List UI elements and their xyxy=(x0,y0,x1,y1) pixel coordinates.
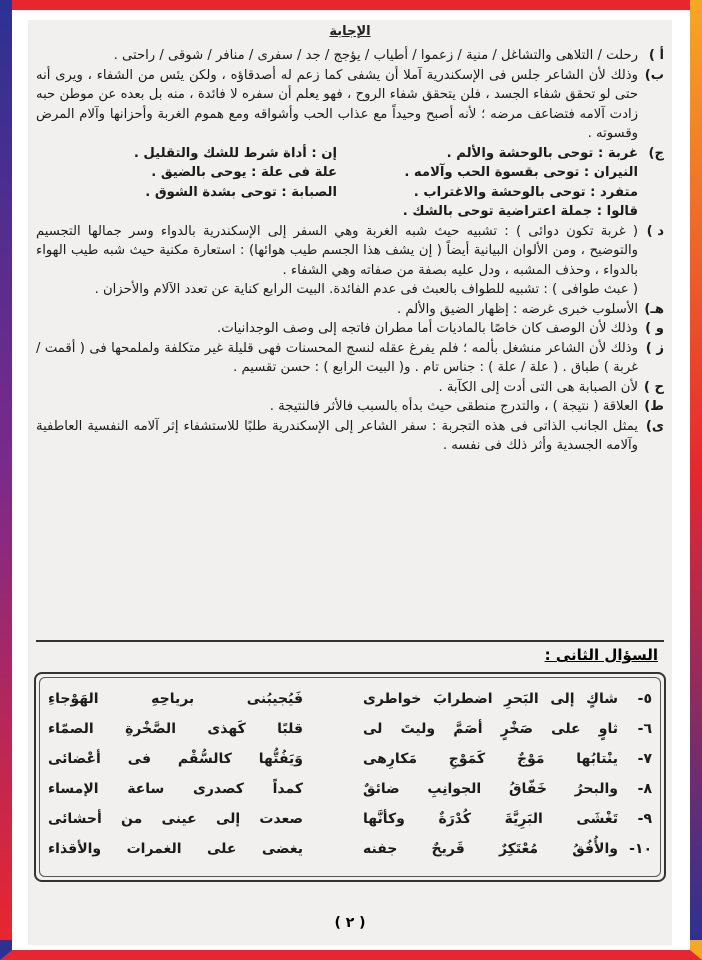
answer-item xyxy=(36,46,664,66)
answer-item xyxy=(36,339,664,378)
verse-second-hemistich: وَيَفُتُّها كالسُّقْم فى أعْضائى xyxy=(48,751,303,767)
j-row-left: الصبابة : توحى بشدة الشوق . xyxy=(145,184,337,200)
page-title: الإجابة xyxy=(329,24,371,39)
j-row-right: متفرد : توحى بالوحشة والاغتراب . xyxy=(413,184,638,200)
j-row-right: النيران : توحى بقسوة الحب وآلامه . xyxy=(404,165,638,180)
j-row-right: قالوا : جملة اعتراضية توحى بالشك . xyxy=(402,204,638,219)
verse-number: ٥- xyxy=(637,691,652,707)
page-number: ( ٢ ) xyxy=(334,915,366,931)
answer-item xyxy=(36,378,664,398)
page xyxy=(28,20,672,945)
poem-inner-frame xyxy=(39,677,661,877)
d-paras xyxy=(36,222,638,300)
j-row xyxy=(36,202,638,222)
answer-mark: ب) xyxy=(644,67,664,83)
j-row-right: غربة : توحى بالوحشة والألم . xyxy=(446,145,638,161)
verse-row xyxy=(48,774,652,804)
j-row xyxy=(36,163,638,183)
verse-number: ١٠- xyxy=(629,841,652,857)
answer-item-j xyxy=(36,144,664,222)
answer-text: العلاقة ( نتيجة ) ، والتدرج منطقى حيث بدأه بالسبب فالأثر فالنتيجة . xyxy=(269,399,638,414)
answer-text: يمثل الجانب الذاتى فى هذه التجربة : سفر الشاعر إلى الإسكندرية طلبًا للاستشفاء إثر آلامه النفسية العاطفية وآلامه الجسدية وأثر ذلك فى نفسه . xyxy=(36,418,638,453)
verse-number: ٩- xyxy=(637,811,652,827)
verse-second-hemistich: كمداً كصدرى ساعة الإمساء xyxy=(48,781,303,797)
answer-item-d xyxy=(36,222,664,300)
verse-row xyxy=(48,744,652,774)
answer-mark: ى) xyxy=(645,418,664,434)
j-row xyxy=(36,144,638,164)
answer-mark: د ) xyxy=(646,223,664,239)
answer-mark: ز ) xyxy=(645,340,664,356)
verse-row xyxy=(48,834,652,864)
poem-box xyxy=(34,672,666,882)
answers-content xyxy=(36,46,664,456)
verse-row xyxy=(48,804,652,834)
answer-item xyxy=(36,319,664,339)
verse-number: ٧- xyxy=(637,751,652,767)
answer-item xyxy=(36,417,664,456)
verse-first-hemistich: شاكٍ إلى البَحرِ اضطرابَ خواطرى xyxy=(363,691,618,707)
verse-first-hemistich: والبحرُ خَفّاقُ الجوانِبِ ضائقٌ xyxy=(363,781,618,797)
verse-number: ٦- xyxy=(637,721,652,737)
j-rows xyxy=(36,144,638,222)
section-2-title: السؤال الثانى : xyxy=(544,646,658,664)
verse-row xyxy=(48,684,652,714)
answer-mark: هـ) xyxy=(644,301,664,317)
verse-first-hemistich: ثاوٍ على صَخْرٍ أصَمَّ وليتَ لى xyxy=(363,721,618,737)
answer-mark: أ ) xyxy=(648,48,664,63)
verse-second-hemistich: فَيُجيبُنى برياحِهِ الهَوْجاءِ xyxy=(48,691,303,707)
answer-item xyxy=(36,300,664,320)
verse-second-hemistich: صعدت إلى عينى من أحشائى xyxy=(48,811,303,827)
section-divider xyxy=(36,640,664,642)
j-row xyxy=(36,183,638,203)
answer-mark: ح ) xyxy=(643,379,664,395)
answer-item xyxy=(36,397,664,417)
answer-item xyxy=(36,66,664,144)
answer-mark: و ) xyxy=(645,321,664,336)
answer-text: وذلك لأن الشاعر منشغل بألمه ؛ فلم يفرغ عقله لنسج المحسنات فهى قليلة غير متكلفة ولملمحها فى ( أقمت / غربة ) طباق . ( علة / علة ) : جناس تام . و( البيت الرابع ) : حسن تقسيم . xyxy=(36,340,638,375)
answer-text: الأسلوب خبرى غرضه : إظهار الضيق والألم . xyxy=(396,301,638,317)
answer-text: لأن الصبابة هى التى أدت إلى الكآبة . xyxy=(438,379,638,395)
verse-first-hemistich: ينْتابُها مَوْجٌ كَمَوْجِ مَكارِهى xyxy=(363,751,618,767)
answer-text: رحلت / التلاهى والتشاغل / منية / زعموا / أطياب / يؤجج / جد / سفرى / منافر / شوقى / راحتى . xyxy=(113,48,638,63)
answer-mark: ج) xyxy=(648,145,664,161)
verse-number: ٨- xyxy=(637,781,652,797)
d-para: ( غربة تكون دوائى ) : تشبيه حيث شبه الغربة وهي السفر إلى الإسكندرية بالدواء وسر جمالها التجسيم والتوضيح ، ومن الألوان البيانية أيضاً ( إن يشف هذا الجسم طيب هوائها) : استعارة مكنية حيث شبه طيب الهواء بالدواء ، وحذف المشبه ، ودل عليه بصفة من صفاته وهي الشفاء . xyxy=(36,223,638,278)
verse-second-hemistich: قلبًا كَهذى الصَّخْرةِ الصمّاء xyxy=(48,721,303,737)
j-row-left: إن : أداة شرط للشك والتقليل . xyxy=(133,145,337,161)
answer-mark: ط) xyxy=(644,399,664,414)
d-para: ( عبث طوافى ) : تشبيه للطواف بالعبث فى عدم الفائدة. البيت الرابع كناية عن تعدد الآلام والأحزان . xyxy=(94,282,638,297)
j-row-left: علة فى علة : يوحى بالضيق . xyxy=(151,165,337,180)
j-row-left xyxy=(36,202,337,222)
verse-first-hemistich: تَغْشَى البَرِيَّةَ كُدْرَةٌ وكأنَّها xyxy=(363,811,618,827)
answer-text: وذلك لأن الوصف كان خاصًا بالماديات أما مطران فاتجه إلى وصف الوجدانيات. xyxy=(217,321,638,336)
verse-first-hemistich: والأُفُقُ مُعْتَكِرٌ قَريحٌ جفنه xyxy=(363,841,618,857)
answer-text: وذلك لأن الشاعر جلس فى الإسكندرية آملا أن يشفى كما زعم له أصدقاؤه ، ولكن يئس من الشفاء ، ويرى أنه حتى لو تحقق شفاء الجسد ، فلن يتحقق شفاء الروح ، فهو يعلم أن سفره لا فائدة ، منه بل بعده عن موطن حبه زادت آلامه فتضاعف مرضه ؛ لأنه أصبح وحيداً مع عذاب الحب وأشواقه ومع هموم الغربة وأحزانها وآلام المرض وقسوته . xyxy=(36,67,638,141)
verse-row xyxy=(48,714,652,744)
verse-second-hemistich: يغضى على الغمرات والأقذاء xyxy=(48,841,303,857)
